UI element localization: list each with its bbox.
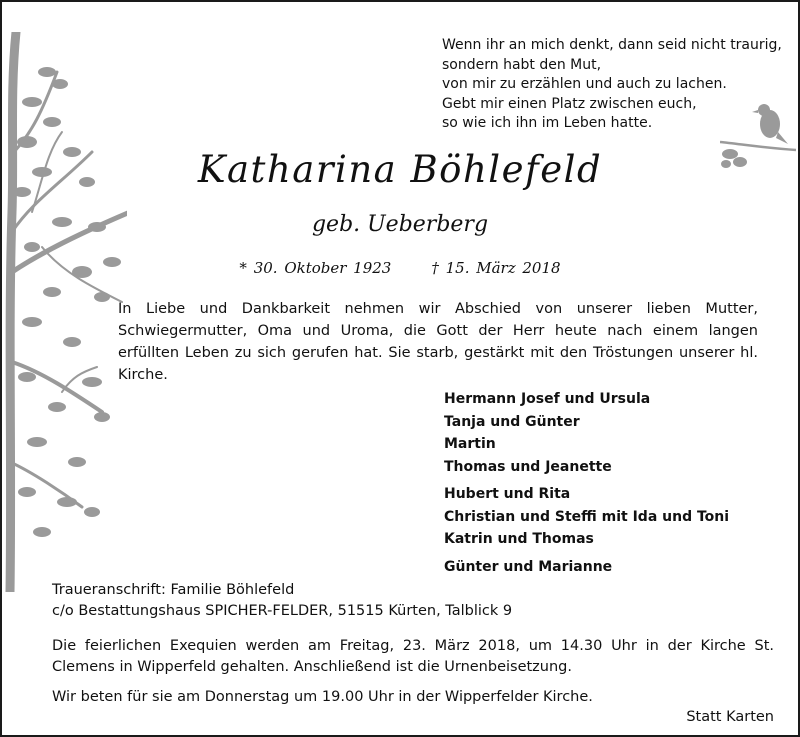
poem-line: Gebt mir einen Platz zwischen euch, — [442, 95, 697, 112]
deceased-name: Katharina Böhlefeld — [197, 148, 603, 191]
address-line: Traueranschrift: Familie Böhlefeld — [52, 582, 295, 598]
mourner-group — [444, 483, 784, 551]
poem-line: so wie ich ihn im Leben hatte. — [442, 115, 653, 131]
address-line: c/o Bestattungshaus SPICHER-FELDER, 51515 Kürten, Talblick 9 — [52, 603, 513, 619]
mourner-name: Hubert und Rita — [444, 486, 571, 502]
prayer-info: Wir beten für sie am Donnerstag um 19.00 Uhr in der Wipperfelder Kirche. — [52, 689, 593, 705]
poem-line: von mir zu erzählen und auch zu lachen. — [442, 76, 727, 92]
service-info: Die feierlichen Exequien werden am Freitag, 23. März 2018, um 14.30 Uhr in der Kirche St. Clemens in Wipperfeld gehalten. Anschließend ist die Urnenbeisetzung. — [52, 638, 774, 675]
memorial-poem — [442, 36, 792, 134]
birth-name: geb. Ueberberg — [311, 212, 489, 237]
death-date: † 15. März 2018 — [431, 259, 561, 277]
mourner-name: Katrin und Thomas — [444, 531, 594, 547]
mourner-name: Günter und Marianne — [444, 558, 613, 575]
mourner-group — [444, 556, 784, 579]
mourner-name: Thomas und Jeanette — [444, 458, 612, 475]
mourner-name: Hermann Josef und Ursula — [444, 391, 651, 407]
mourner-name: Christian und Steffi mit Ida und Toni — [444, 508, 730, 525]
birth-date: * 30. Oktober 1923 — [239, 259, 392, 277]
life-dates — [2, 259, 798, 277]
statt-karten-note: Statt Karten — [686, 709, 774, 725]
mourning-address — [52, 580, 772, 622]
poem-line: Wenn ihr an mich denkt, dann seid nicht traurig, — [442, 37, 782, 53]
mourners-list — [444, 388, 784, 578]
announcement-text: In Liebe und Dankbarkeit nehmen wir Abschied von unserer lieben Mutter, Schwiegermutter, Oma und Uroma, die Gott der Herr heute nach einem langen erfüllten Leben zu sich gerufen hat. Sie starb, gestärkt mit den Tröstungen unserer hl. Kirche. — [118, 301, 758, 383]
mourner-group — [444, 388, 784, 478]
mourner-name: Tanja und Günter — [444, 413, 580, 430]
mourner-name: Martin — [444, 436, 496, 452]
poem-line: sondern habt den Mut, — [442, 56, 602, 73]
tree-with-bird-icon — [2, 32, 127, 592]
